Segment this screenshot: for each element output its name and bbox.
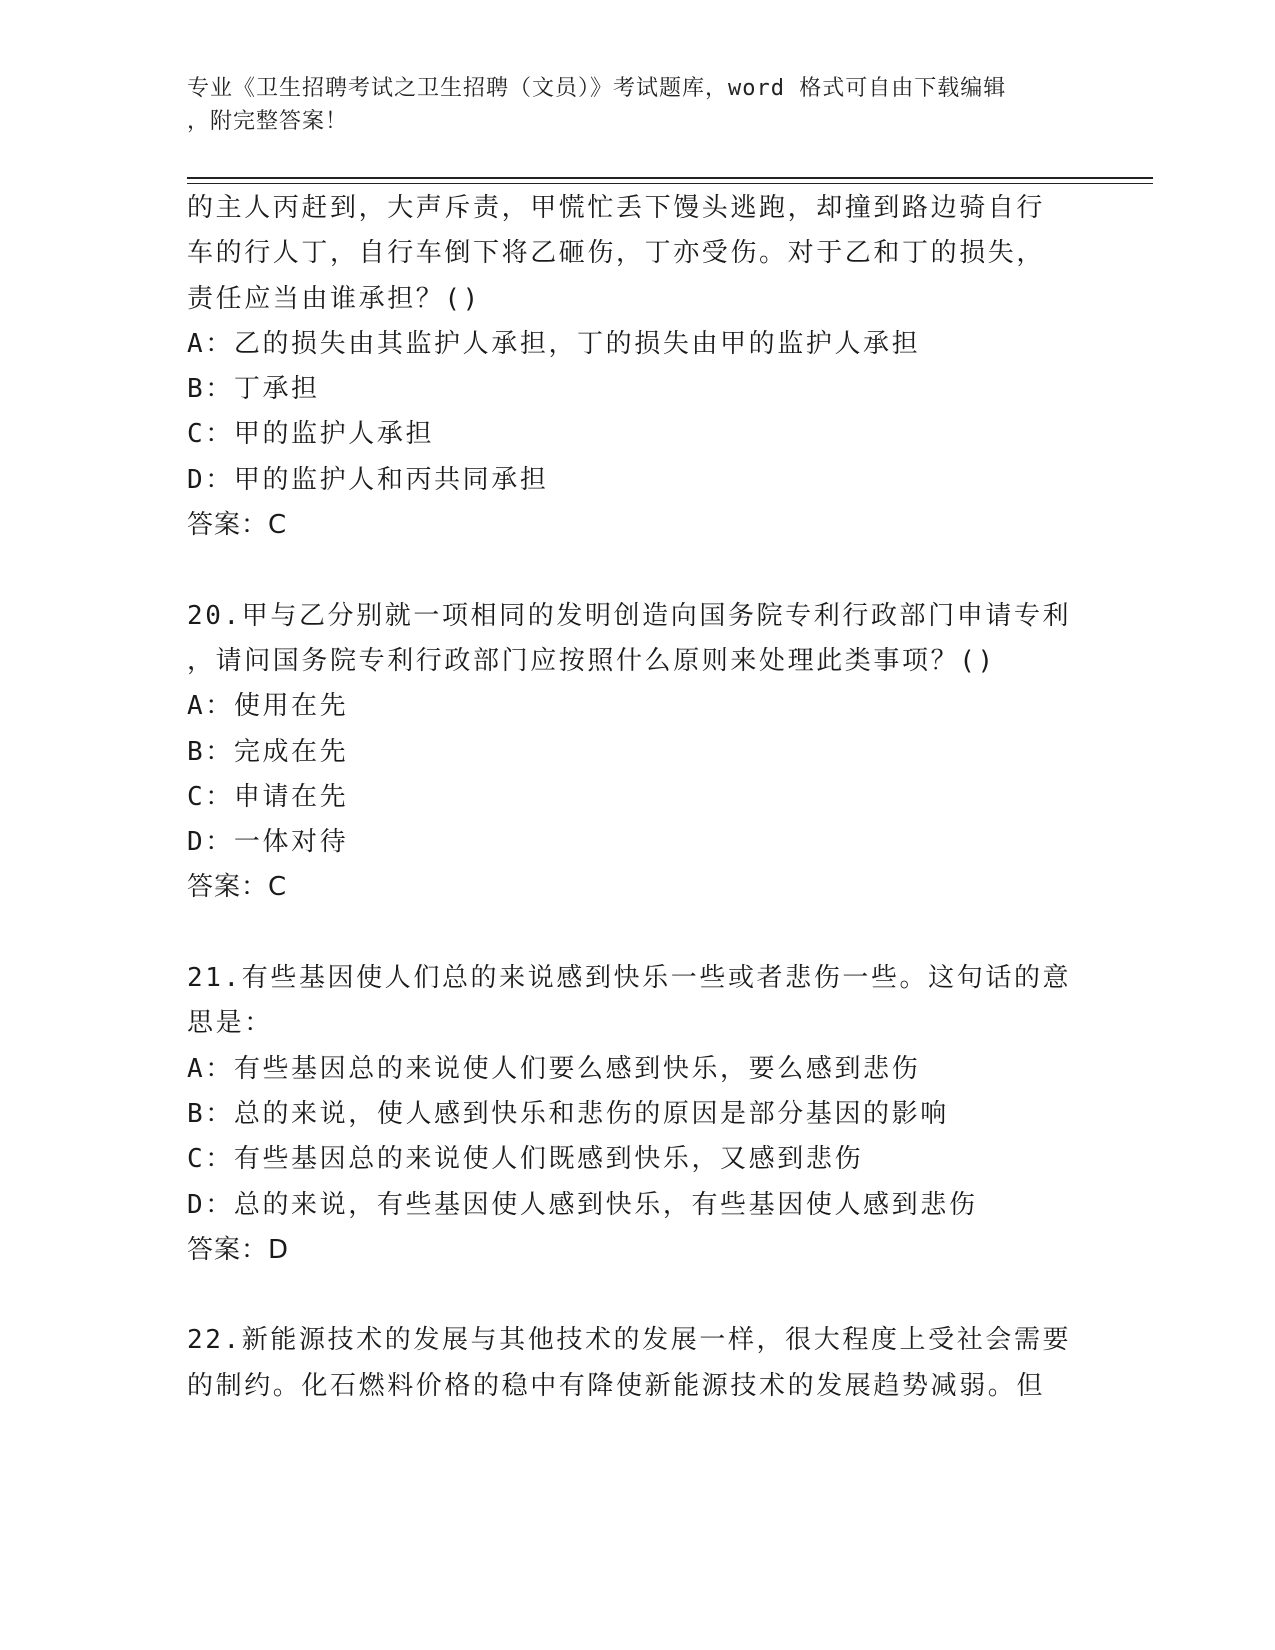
document-header bbox=[187, 72, 1067, 138]
question-stem-line: 的主人丙赶到，大声斥责，甲慌忙丢下馒头逃跑，却撞到路边骑自行 bbox=[187, 193, 1046, 223]
option-c: C：甲的监护人承担 bbox=[187, 419, 435, 450]
question-stem-line: 的制约。化石燃料价格的稳中有降使新能源技术的发展趋势减弱。但 bbox=[187, 1370, 1046, 1401]
question-19 bbox=[187, 186, 1087, 548]
question-stem-line: 车的行人丁，自行车倒下将乙砸伤，丁亦受伤。对于乙和丁的损失， bbox=[187, 238, 1046, 269]
spacer bbox=[187, 1273, 1087, 1318]
option-d: D：总的来说，有些基因使人感到快乐，有些基因使人感到悲伤 bbox=[187, 1189, 978, 1220]
option-c: C：申请在先 bbox=[187, 781, 349, 812]
header-line-2: ，附完整答案！ bbox=[187, 109, 349, 134]
option-b: B：丁承担 bbox=[187, 374, 320, 405]
question-20 bbox=[187, 594, 1087, 911]
header-line-1: 专业《卫生招聘考试之卫生招聘（文员）》考试题库，word 格式可自由下载编辑 bbox=[187, 76, 1007, 101]
answer-line: 答案：D bbox=[187, 1234, 290, 1265]
option-b: B：完成在先 bbox=[187, 736, 349, 767]
option-a: A：乙的损失由其监护人承担，丁的损失由甲的监护人承担 bbox=[187, 328, 921, 359]
option-b: B：总的来说，使人感到快乐和悲伤的原因是部分基因的影响 bbox=[187, 1098, 949, 1129]
question-stem-line: 21.有些基因使人们总的来说感到快乐一些或者悲伤一些。这句话的意 bbox=[187, 963, 1072, 994]
question-stem-line: 思是： bbox=[187, 1008, 273, 1039]
question-22 bbox=[187, 1318, 1087, 1409]
option-d: D：甲的监护人和丙共同承担 bbox=[187, 464, 549, 495]
question-21 bbox=[187, 956, 1087, 1273]
option-d: D：一体对待 bbox=[187, 827, 349, 858]
option-c: C：有些基因总的来说使人们既感到快乐，又感到悲伤 bbox=[187, 1144, 864, 1175]
header-divider-thin bbox=[187, 183, 1153, 184]
question-stem-line: 责任应当由谁承担？() bbox=[187, 283, 481, 314]
answer-line: 答案：C bbox=[187, 510, 288, 541]
header-divider-thick bbox=[187, 177, 1153, 179]
question-content bbox=[187, 186, 1087, 1409]
question-stem-line: ，请问国务院专利行政部门应按照什么原则来处理此类事项？() bbox=[187, 645, 996, 676]
question-stem-line: 22.新能源技术的发展与其他技术的发展一样，很大程度上受社会需要 bbox=[187, 1325, 1072, 1356]
answer-line: 答案：C bbox=[187, 872, 288, 903]
question-stem-line: 20.甲与乙分别就一项相同的发明创造向国务院专利行政部门申请专利 bbox=[187, 600, 1072, 631]
option-a: A：有些基因总的来说使人们要么感到快乐，要么感到悲伤 bbox=[187, 1053, 921, 1084]
spacer bbox=[187, 548, 1087, 593]
option-a: A：使用在先 bbox=[187, 691, 349, 722]
spacer bbox=[187, 911, 1087, 956]
